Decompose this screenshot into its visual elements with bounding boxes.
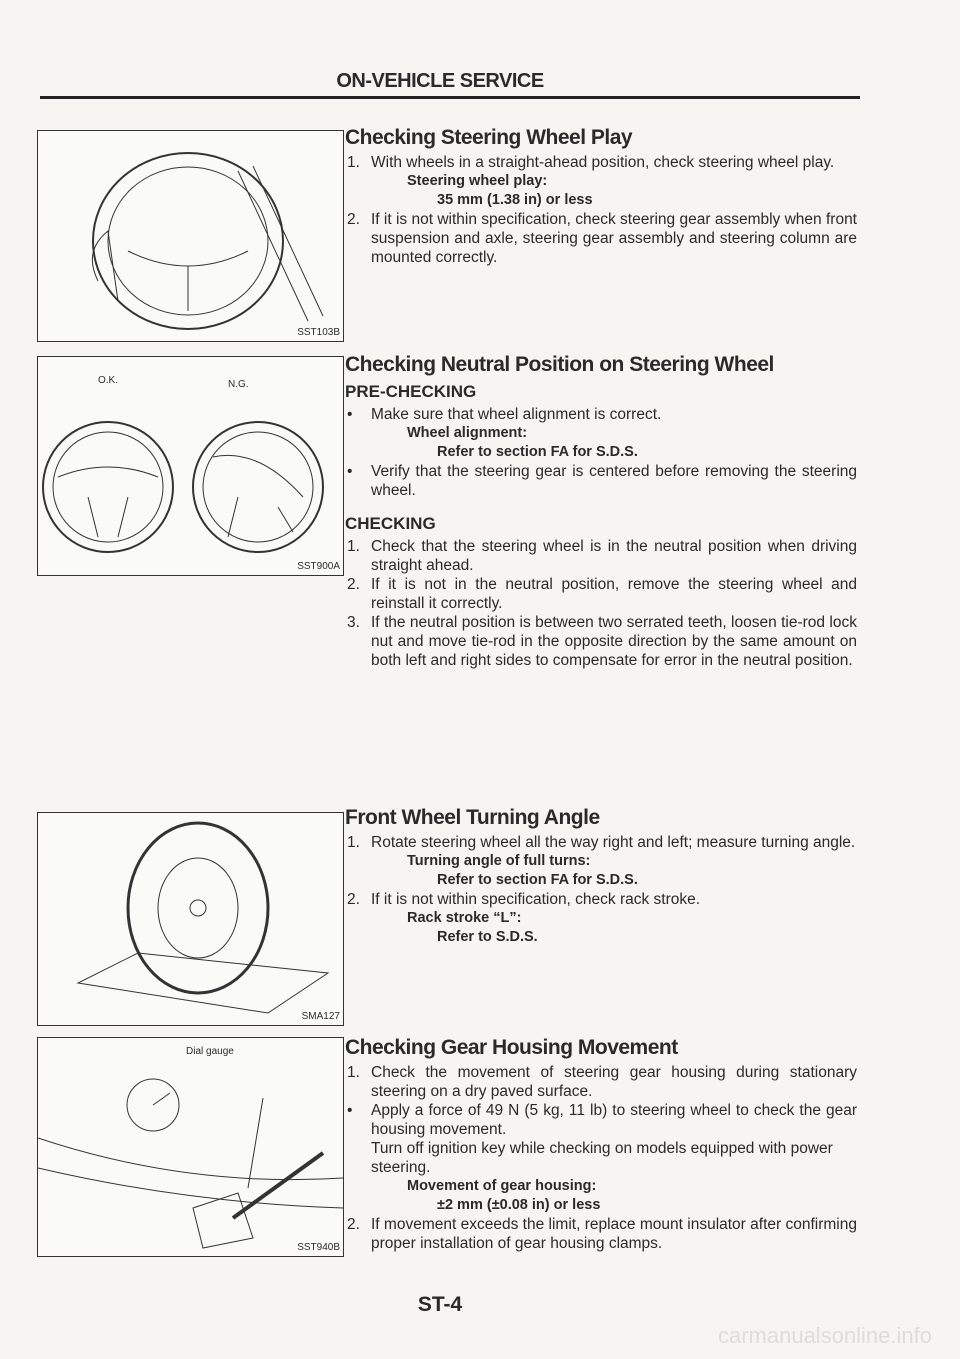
step-text: If movement exceeds the limit, replace mount insulator after confirming proper installation of gear housing clamps. — [371, 1216, 857, 1252]
step-number: 2. — [347, 891, 360, 908]
section-title: Checking Neutral Position on Steering Wheel — [345, 353, 774, 376]
step-number: 1. — [347, 154, 360, 171]
spec-value: Refer to S.D.S. — [437, 929, 538, 945]
page-header: ON-VEHICLE SERVICE — [336, 70, 544, 92]
section-gear-housing — [345, 1038, 857, 1253]
section-neutral-position — [345, 355, 857, 670]
step-number: 2. — [347, 576, 360, 593]
bullet: • — [347, 1102, 353, 1119]
step-text: Check that the steering wheel is in the neutral position when driving straight ahead. — [371, 538, 857, 574]
step-text: If the neutral position is between two serrated teeth, loosen tie-rod lock nut and move tie-rod in the opposite direction by the same amount on both left and right sides to compensate for error in the neutral position. — [371, 614, 857, 669]
spec-label: Turning angle of full turns: — [407, 853, 591, 869]
figure-steering-wheel-play — [37, 130, 344, 342]
section-title: Front Wheel Turning Angle — [345, 806, 600, 829]
steering-wheel-comparison-illustration — [38, 357, 343, 575]
bullet-text: Apply a force of 49 N (5 kg, 11 lb) to steering wheel to check the gear housing movement. — [371, 1102, 857, 1138]
step-number: 2. — [347, 1216, 360, 1233]
section-turning-angle — [345, 808, 857, 947]
section-title: Checking Gear Housing Movement — [345, 1036, 678, 1059]
watermark: carmanualsonline.info — [717, 1323, 932, 1348]
subheading-prechecking: PRE-CHECKING — [345, 382, 477, 401]
step-number: 3. — [347, 614, 360, 631]
dial-gauge-illustration — [38, 1038, 343, 1256]
spec-value: 35 mm (1.38 in) or less — [437, 192, 593, 208]
page-number: ST-4 — [417, 1293, 463, 1316]
step-text: Rotate steering wheel all the way right and left; measure turning angle. — [371, 834, 856, 851]
figure-neutral-position — [37, 356, 344, 576]
step-text: If it is not in the neutral position, remove the steering wheel and reinstall it correctly. — [371, 576, 857, 612]
ok-label: O.K. — [98, 375, 119, 386]
section-steering-wheel-play — [345, 128, 857, 267]
step-number: 1. — [347, 538, 360, 555]
figure-code: SMA127 — [301, 1011, 340, 1022]
wheel-turntable-illustration — [38, 813, 343, 1025]
note-text: Turn off ignition key while checking on models equipped with power steering. — [371, 1140, 833, 1176]
figure-code: SST103B — [297, 327, 340, 338]
spec-label: Steering wheel play: — [407, 173, 548, 189]
figure-code: SST900A — [297, 561, 340, 572]
step-number: 1. — [347, 1064, 360, 1081]
figure-code: SST940B — [297, 1242, 340, 1253]
bullet: • — [347, 406, 353, 423]
step-text: If it is not within specification, check rack stroke. — [371, 891, 701, 908]
spec-label: Movement of gear housing: — [407, 1178, 597, 1194]
figure-turning-angle — [37, 812, 344, 1026]
bullet: • — [347, 463, 353, 480]
header-rule — [40, 96, 860, 99]
dial-gauge-label: Dial gauge — [186, 1046, 234, 1057]
spec-label: Wheel alignment: — [407, 425, 528, 441]
spec-label: Rack stroke “L”: — [407, 910, 522, 926]
figure-gear-housing — [37, 1037, 344, 1257]
ng-label: N.G. — [228, 379, 249, 390]
bullet-text: Verify that the steering gear is centered before removing the steering wheel. — [371, 463, 857, 499]
spec-value: ±2 mm (±0.08 in) or less — [437, 1197, 601, 1213]
spec-value: Refer to section FA for S.D.S. — [437, 872, 638, 888]
step-text: With wheels in a straight-ahead position, check steering wheel play. — [371, 154, 835, 171]
step-number: 1. — [347, 834, 360, 851]
subheading-checking: CHECKING — [345, 514, 436, 533]
step-text: If it is not within specification, check steering gear assembly when front suspension and axle, steering gear assembly and steering column are mounted correctly. — [371, 211, 857, 266]
step-text: Check the movement of steering gear housing during stationary steering on a dry paved surface. — [371, 1064, 857, 1100]
steering-wheel-caliper-illustration — [38, 131, 343, 341]
spec-value: Refer to section FA for S.D.S. — [437, 444, 638, 460]
section-title: Checking Steering Wheel Play — [345, 126, 633, 149]
bullet-text: Make sure that wheel alignment is correct. — [371, 406, 662, 423]
step-number: 2. — [347, 211, 360, 228]
